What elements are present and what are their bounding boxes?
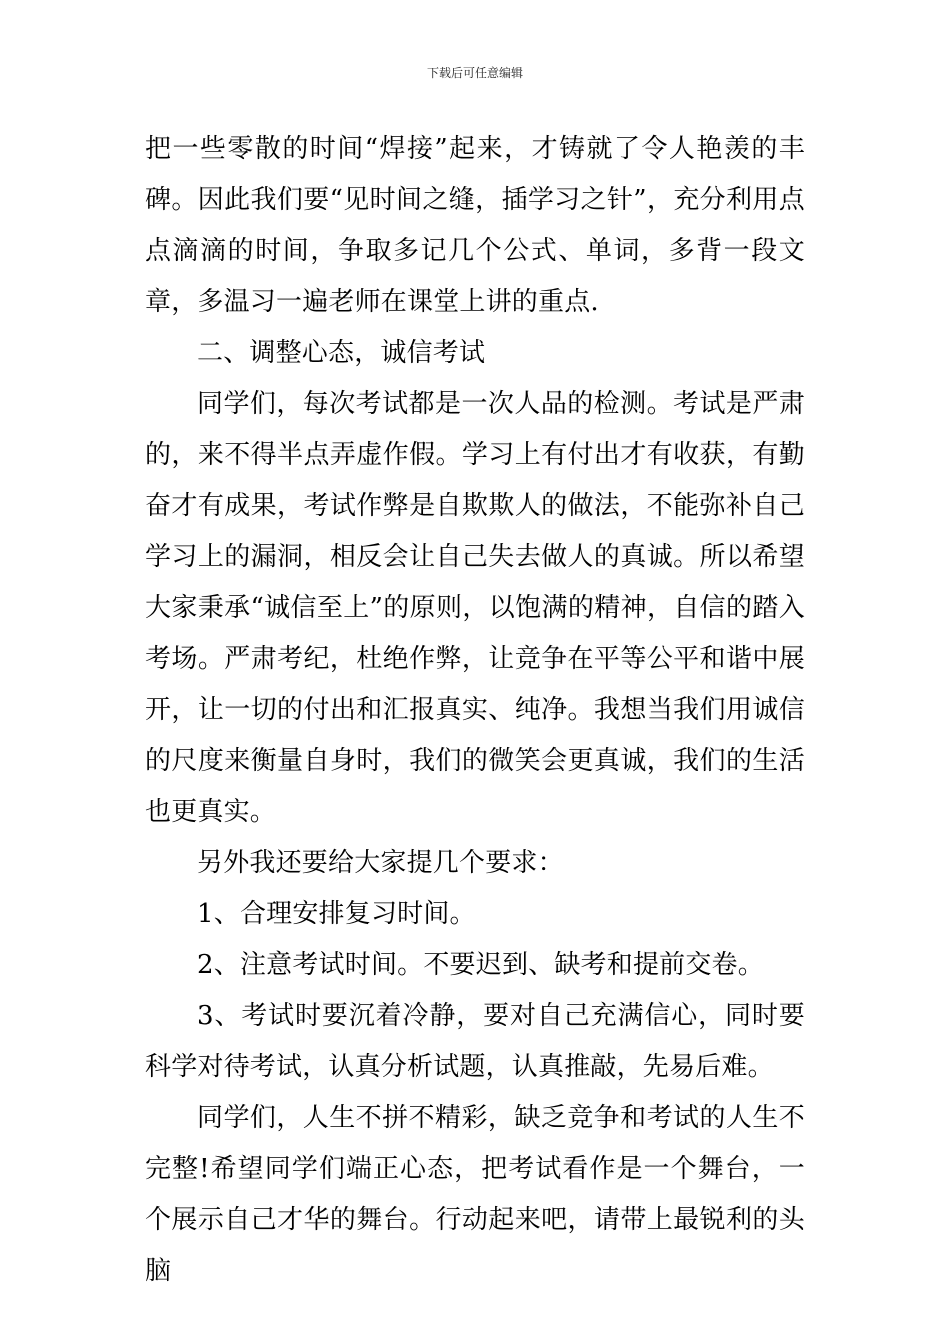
document-body	[145, 124, 805, 1297]
page-header: 下载后可任意编辑	[426, 66, 523, 80]
paragraph: 同学们，每次考试都是一次人品的检测。考试是严肃的，来不得半点弄虚作假。学习上有付出才有收获，有勤奋才有成果，考试作弊是自欺欺人的做法，不能弥补自己学习上的漏洞，相反会让自己失去做人的真诚。所以希望大家秉承“诚信至上”的原则，以饱满的精神，自信的踏入考场。严肃考纪，杜绝作弊，让竞争在平等公平和谐中展开，让一切的付出和汇报真实、纯净。我想当我们用诚信的尺度来衡量自身时，我们的微笑会更真诚，我们的生活也更真实。	[145, 389, 805, 827]
paragraph: 另外我还要给大家提几个要求：	[197, 848, 564, 878]
paragraph: 同学们，人生不拼不精彩，缺乏竞争和考试的人生不完整!希望同学们端正心态，把考试看作是一个舞台，一个展示自己才华的舞台。行动起来吧，请带上最锐利的头脑	[145, 1103, 805, 1286]
list-item: 1、合理安排复习时间。	[197, 899, 476, 929]
list-item: 3、考试时要沉着冷静，要对自己充满信心，同时要科学对待考试，认真分析试题，认真推敲，先易后难。	[145, 1001, 805, 1082]
paragraph: 把一些零散的时间“焊接”起来，才铸就了令人艳羡的丰碑。因此我们要“见时间之缝，插学习之针”，充分利用点点滴滴的时间，争取多记几个公式、单词，多背一段文章，多温习一遍老师在课堂上讲的重点.	[145, 134, 805, 317]
list-item: 2、注意考试时间。不要迟到、缺考和提前交卷。	[197, 950, 764, 980]
section-heading: 二、调整心态，诚信考试	[197, 338, 486, 368]
